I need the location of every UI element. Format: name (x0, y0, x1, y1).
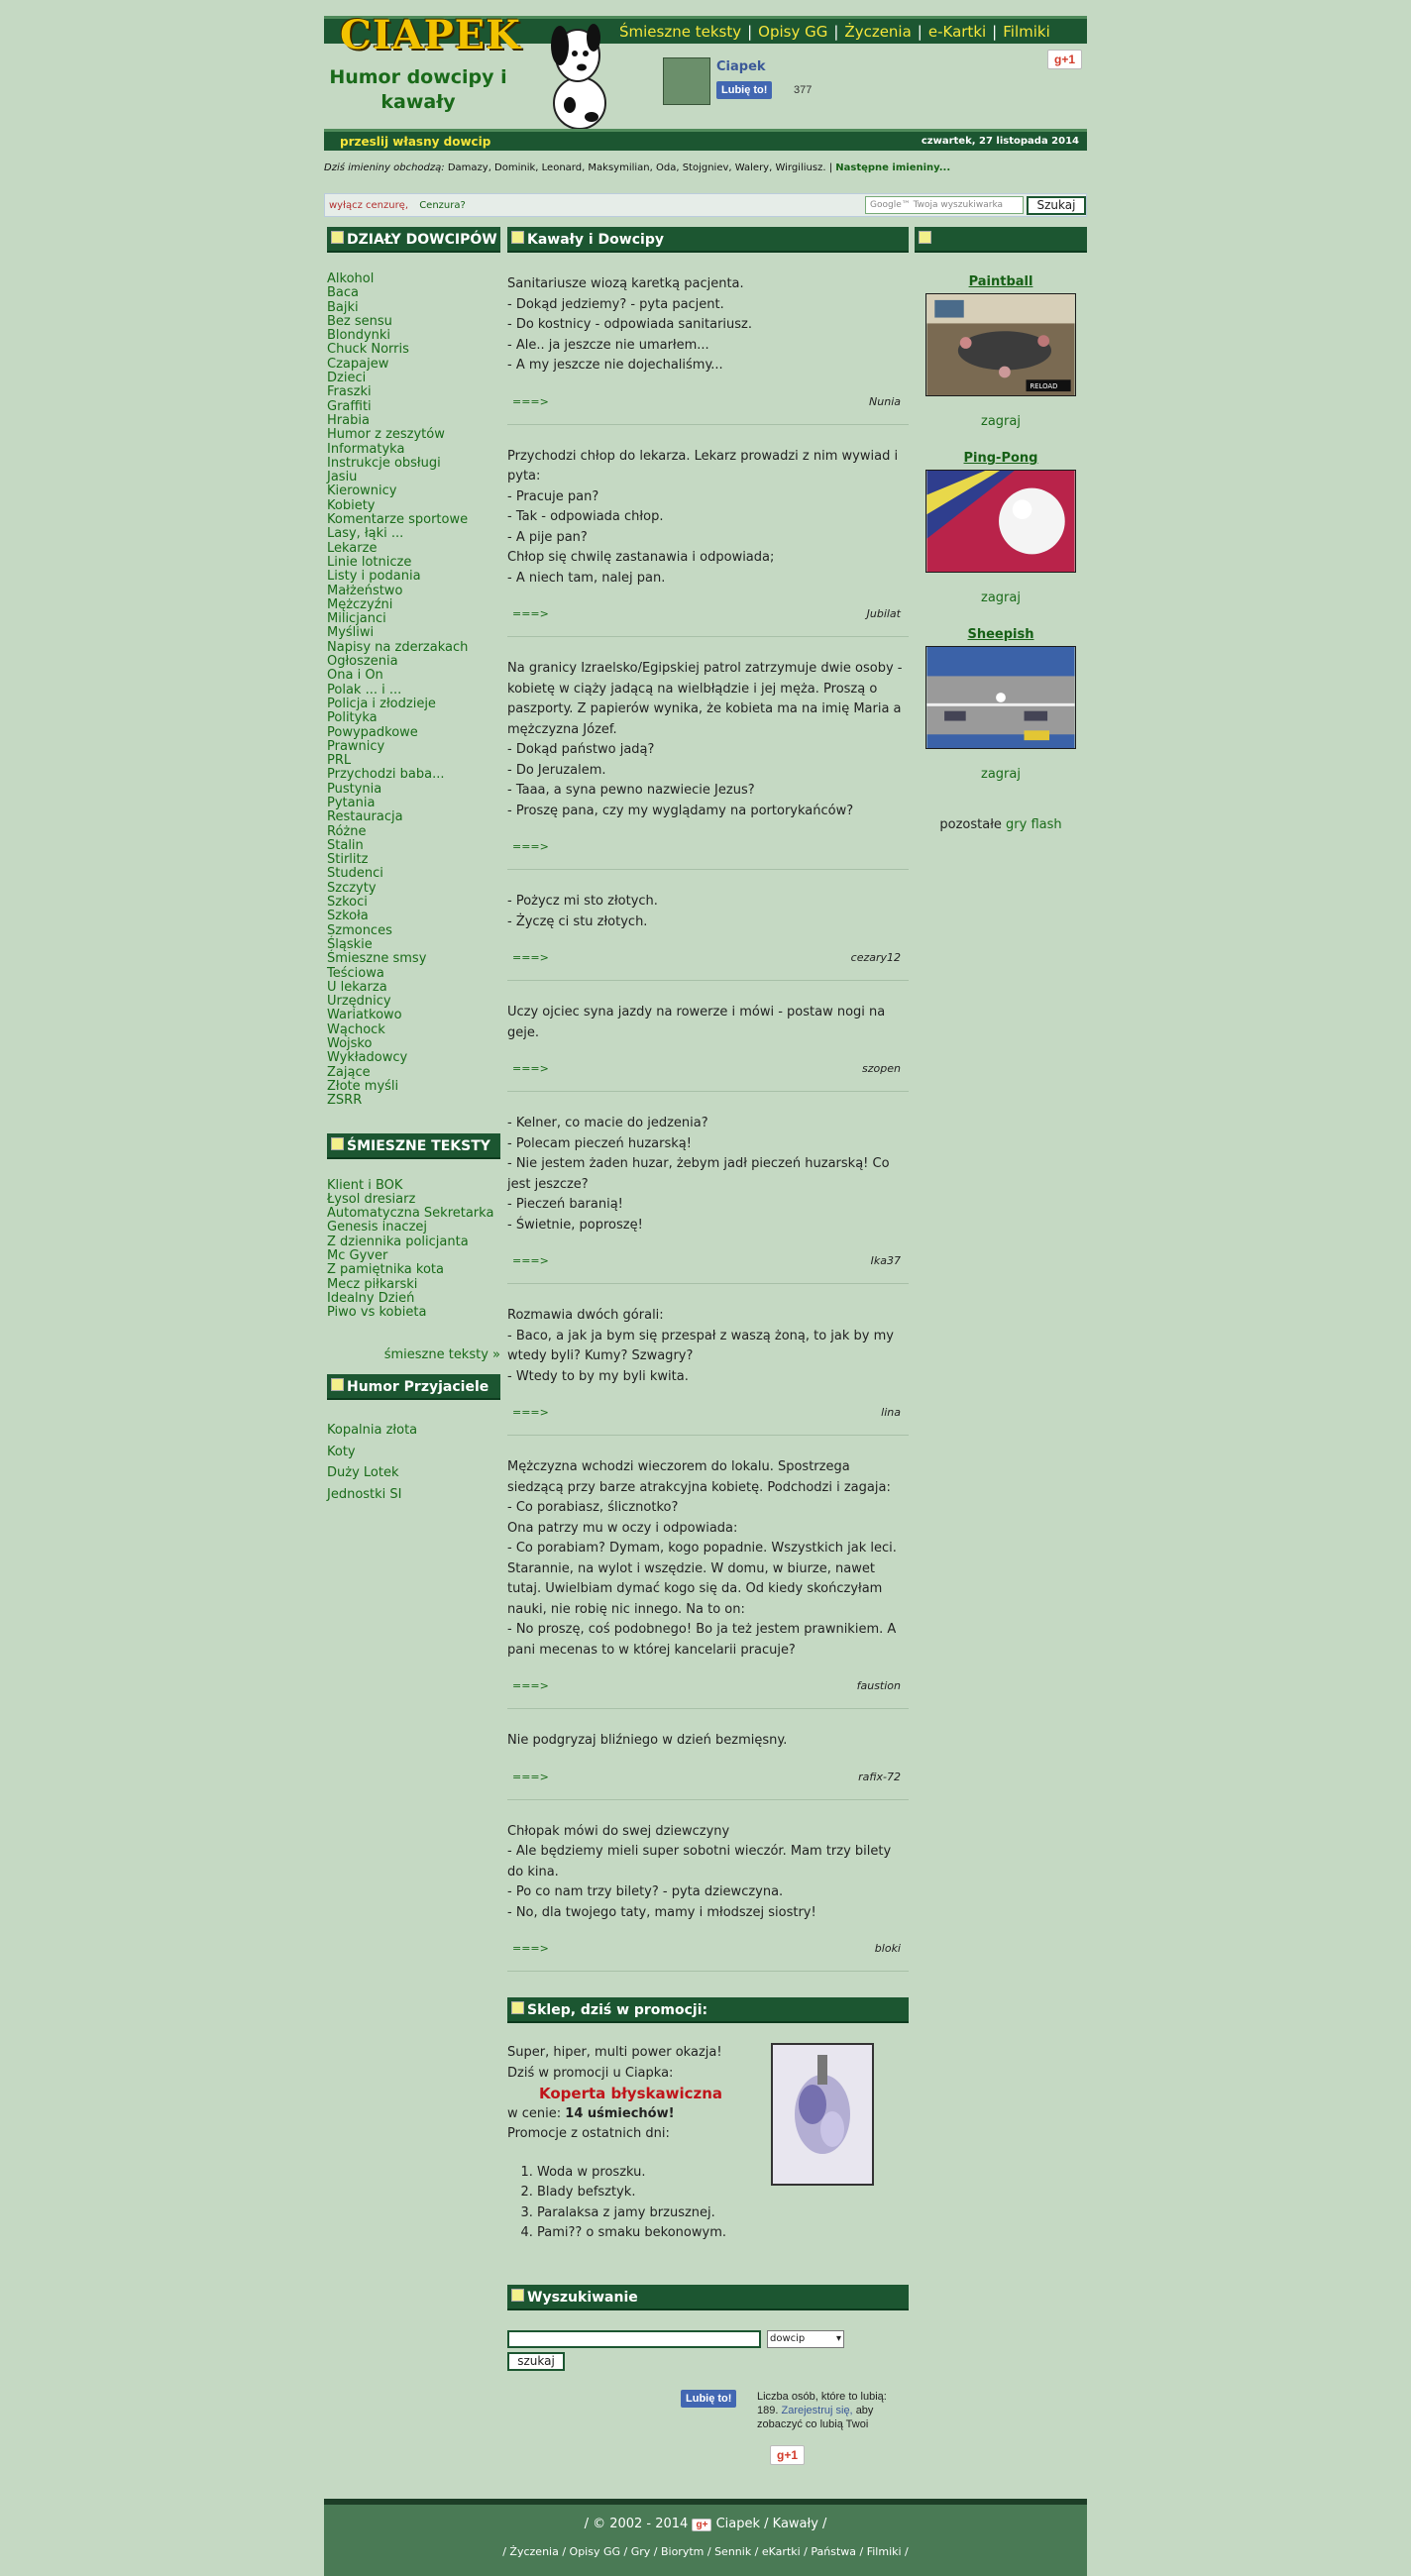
joke-line: Sanitariusze wiozą karetką pacjenta. (507, 276, 744, 291)
category-link[interactable]: Hrabia (327, 412, 370, 428)
category-link[interactable]: U lekarza (327, 979, 387, 995)
friend-link[interactable]: Duży Lotek (327, 1465, 399, 1481)
google-search-input[interactable]: Google™ Twoja wyszukiwarka (865, 196, 1024, 214)
joke-line: Rozmawia dwóch górali: (507, 1308, 664, 1323)
shop-section (507, 1997, 909, 2261)
friends-header: Humor Przyjaciele (327, 1374, 500, 1400)
shop-body (507, 2043, 909, 2261)
name-days-sep: | (828, 162, 833, 173)
game-ping-pong (915, 451, 1087, 605)
joke-line: - Polecam pieczeń huzarską! (507, 1135, 692, 1151)
category-link[interactable]: Stirlitz (327, 852, 369, 868)
search-section (507, 2285, 909, 2378)
site-tagline: Humor dowcipy i kawały (329, 66, 507, 113)
site-logo[interactable]: CIAPEK (340, 12, 521, 58)
category-link[interactable]: Polityka (327, 710, 378, 726)
joke-more-link[interactable]: ===> (512, 1406, 549, 1419)
header-subbar (324, 129, 1087, 151)
category-link[interactable]: Policja i złodzieje (327, 696, 436, 711)
category-link[interactable]: Studenci (327, 866, 383, 882)
joke-line: - A my jeszcze nie dojechaliśmy... (507, 358, 723, 373)
funny-text-link[interactable]: Klient i BOK (327, 1177, 403, 1193)
joke-line: - Pieczeń baranią! (507, 1197, 623, 1212)
joke-footer (507, 948, 909, 968)
category-link[interactable]: Szczyty (327, 880, 377, 896)
footer (324, 2499, 1087, 2576)
joke-more-link[interactable]: ===> (512, 1062, 549, 1075)
category-link[interactable]: Różne (327, 823, 367, 839)
category-link[interactable]: Polak ... i ... (327, 682, 402, 698)
joke-line: Przychodzi chłop do lekarza. Lekarz prowadzi z nim wywiad i pyta: (507, 448, 899, 483)
header (324, 12, 1087, 151)
search-button[interactable]: szukaj (507, 2352, 565, 2371)
category-link[interactable]: Graffiti (327, 398, 372, 414)
joke-line: Nie podgryzaj bliźniego w dzień bezmięsny. (507, 1733, 788, 1748)
category-link[interactable]: Małżeństwo (327, 583, 403, 598)
fb-like-button[interactable]: Lubię to! (716, 81, 772, 99)
shop-recent-item: 4. Pami?? o smaku bekonowym. (537, 2223, 909, 2244)
category-link[interactable]: Śmieszne smsy (327, 951, 427, 967)
next-name-days-link[interactable]: Następne imieniny... (835, 162, 951, 173)
joke-more-link[interactable]: ===> (512, 1942, 549, 1955)
category-link[interactable]: Urzędnicy (327, 994, 391, 1010)
shop-recent-item: 1. Woda w proszku. (537, 2163, 909, 2184)
category-link[interactable]: Ona i On (327, 668, 383, 684)
product-photo-icon (773, 2045, 872, 2184)
nav-filmiki[interactable]: Filmiki (1003, 23, 1050, 41)
category-link[interactable]: PRL (327, 753, 352, 769)
nav-zyczenia[interactable]: Życzenia (844, 23, 912, 41)
category-link[interactable]: Informatyka (327, 441, 405, 457)
shop-line1: Super, hiper, multi power okazja! (507, 2045, 722, 2060)
shop-recent-label: Promocje z ostatnich dni: (507, 2126, 670, 2141)
categories-list (327, 272, 500, 1109)
google-search-button[interactable]: Szukaj (1027, 196, 1086, 215)
category-link[interactable]: Dzieci (327, 371, 367, 386)
category-link[interactable]: Stalin (327, 837, 364, 853)
joke-line: - Świetnie, poproszę! (507, 1217, 643, 1233)
joke-author[interactable]: bloki (874, 1942, 901, 1955)
games-header (915, 227, 1087, 253)
joke-footer (507, 1676, 909, 1696)
joke-footer (507, 837, 909, 857)
joke-footer (507, 604, 909, 624)
funny-texts-header: ŚMIESZNE TEKSTY (327, 1133, 500, 1159)
category-link[interactable]: Jasiu (327, 470, 358, 485)
search-form (507, 2330, 909, 2378)
joke-line: Na granicy Izraelsko/Egipskiej patrol zatrzymuje dwie osoby - kobietę w ciąży jadącą na wielbłądzie i jej męża. Proszą o paszporty. Z papierów wynika, że kobieta ma na imię Maria a mężczyzna Józef. (507, 661, 903, 737)
joke-line: - A niech tam, nalej pan. (507, 570, 666, 586)
joke-footer (507, 392, 909, 412)
category-link[interactable]: Linie lotnicze (327, 554, 412, 570)
category-link[interactable]: Śląskie (327, 936, 373, 952)
ping-pong-thumbnail[interactable] (925, 470, 1076, 573)
category-link[interactable]: Lekarze (327, 540, 378, 556)
other-games-prefix: pozostałe (939, 817, 1002, 832)
joke-author[interactable]: lina (881, 1406, 901, 1419)
jokes-header: Kawały i Dowcipy (507, 227, 909, 253)
category-link[interactable]: Myśliwi (327, 625, 375, 641)
left-column (327, 227, 500, 1505)
funny-text-link[interactable]: Genesis inaczej (327, 1220, 427, 1235)
censor-off-link[interactable]: wyłącz cenzurę, (329, 200, 409, 211)
category-link[interactable]: Komentarze sportowe (327, 512, 469, 528)
funny-text-link[interactable]: Z pamiętnika kota (327, 1262, 444, 1278)
page (324, 12, 1087, 2462)
search-header: Wyszukiwanie (507, 2285, 909, 2310)
shop-line2: Dziś w promocji u Ciapka: (507, 2065, 674, 2081)
category-link[interactable]: Listy i podania (327, 569, 421, 585)
category-link[interactable]: Wąchock (327, 1021, 385, 1037)
funny-text-link[interactable]: Idealny Dzień (327, 1290, 415, 1306)
joke-item (507, 1092, 909, 1284)
joke-author[interactable]: szopen (862, 1062, 901, 1075)
joke-line: - Baco, a jak ja bym się przespał z waszą żoną, to jak by my wtedy byli? Kumy? Szwagry? (507, 1328, 894, 1363)
footer-site-link[interactable]: Ciapek / Kawały / (715, 2517, 827, 2531)
joke-item (507, 253, 909, 425)
friends-list (327, 1420, 500, 1505)
funny-text-link[interactable]: Automatyczna Sekretarka (327, 1206, 494, 1222)
game-title-paintball[interactable]: Paintball (968, 274, 1033, 289)
joke-line: - Tak - odpowiada chłop. (507, 509, 664, 524)
joke-author[interactable]: rafix-72 (858, 1770, 901, 1783)
joke-footer (507, 1251, 909, 1271)
joke-line: - Ale będziemy mieli super sobotni wieczór. Mam trzy bilety do kina. (507, 1844, 892, 1879)
joke-line: Chłopak mówi do swej dziewczyny (507, 1823, 730, 1839)
jokes-list (507, 253, 909, 1972)
funny-texts-list (327, 1179, 500, 1321)
chevron-down-icon: ▾ (835, 2333, 841, 2344)
joke-footer (507, 1059, 909, 1079)
shop-recent-item: 2. Blady befsztyk. (537, 2183, 909, 2203)
shop-recent-item: 3. Paralaksa z jamy brzusznej. (537, 2203, 909, 2224)
profile-avatar[interactable] (663, 57, 710, 105)
name-days-label: Dziś imieniny obchodzą: (324, 162, 445, 173)
game-title-sheepish[interactable]: Sheepish (967, 627, 1034, 642)
censor-controls (329, 200, 466, 211)
nav-smieszne-teksty[interactable]: Śmieszne teksty (619, 23, 742, 41)
friend-link[interactable]: Kopalnia złota (327, 1423, 418, 1439)
joke-more-link[interactable]: ===> (512, 951, 549, 964)
category-link[interactable]: Bez sensu (327, 313, 392, 329)
funny-text-link[interactable]: Mc Gyver (327, 1248, 388, 1263)
joke-line: - Proszę pana, czy my wyglądamy na portorykańców? (507, 803, 854, 818)
joke-item (507, 1800, 909, 1973)
joke-author[interactable]: Jubilat (866, 607, 901, 620)
joke-line: - Pożycz mi sto złotych. (507, 894, 658, 909)
joke-line: - Po co nam trzy bilety? - pyta dziewczyna. (507, 1884, 784, 1899)
shop-price-prefix: w cenie: (507, 2105, 562, 2121)
dog-mascot-icon (530, 16, 629, 133)
category-link[interactable]: Ogłoszenia (327, 654, 398, 670)
fb-likes-count-text: Liczba osób, które to lubią: 189. (757, 2391, 887, 2416)
nav-e-kartki[interactable]: e-Kartki (927, 23, 987, 41)
joke-line: - Nie jestem żaden huzar, żebym jadł pieczeń huzarską! Co jest jeszcze? (507, 1156, 890, 1192)
joke-more-link[interactable]: ===> (512, 1679, 549, 1692)
joke-item (507, 637, 909, 870)
shop-price-value: 14 uśmiechów! (565, 2105, 675, 2121)
joke-more-link[interactable]: ===> (512, 840, 549, 853)
nav-opisy-gg[interactable]: Opisy GG (758, 23, 828, 41)
joke-line: - Dokąd jedziemy? - pyta pacjent. (507, 296, 724, 312)
search-type-select[interactable] (767, 2330, 844, 2348)
category-link[interactable]: Zające (327, 1064, 371, 1080)
category-link[interactable]: Szkoci (327, 895, 368, 911)
category-link[interactable]: Przychodzi baba... (327, 767, 445, 783)
joke-line: - A pije pan? (507, 529, 588, 545)
play-ping-pong-link[interactable]: zagraj (981, 590, 1021, 605)
joke-footer (507, 1939, 909, 1959)
name-days (324, 162, 1087, 173)
joke-footer (507, 1768, 909, 1787)
category-link[interactable]: ZSRR (327, 1093, 363, 1109)
category-link[interactable]: Pytania (327, 795, 376, 810)
joke-more-link[interactable]: ===> (512, 394, 549, 408)
joke-line: Uczy ojciec syna jazdy na rowerze i mówi - postaw nogi na geje. (507, 1005, 886, 1040)
sheepish-thumbnail[interactable] (925, 646, 1076, 749)
joke-line: - Co porabiam? Dymam, kogo popadnie. Wszystkich jak leci. Starannie, na wylot i wszędzie. W domu, w biurze, nawet tutaj. Uwielbiam dymać kogo się da. Od kiedy skończyłam nauki, nie robię nic innego. Na to on: (507, 1541, 897, 1617)
joke-line: - Kelner, co macie do jedzenia? (507, 1116, 708, 1130)
play-sheepish-link[interactable]: zagraj (981, 767, 1021, 782)
joke-author[interactable]: Ika37 (870, 1254, 901, 1267)
funny-text-link[interactable]: Z dziennika policjanta (327, 1234, 469, 1249)
joke-author[interactable]: cezary12 (850, 951, 901, 964)
category-link[interactable]: Powypadkowe (327, 724, 418, 740)
joke-more-link[interactable]: ===> (512, 607, 549, 620)
main-column (507, 227, 909, 2461)
category-link[interactable]: Instrukcje obsługi (327, 455, 441, 471)
category-link[interactable]: Wojsko (327, 1036, 373, 1052)
joke-author[interactable]: Nunia (869, 394, 901, 408)
search-input[interactable] (507, 2330, 761, 2348)
joke-item (507, 1284, 909, 1436)
joke-item (507, 1709, 909, 1800)
category-link[interactable]: Napisy na zderzakach (327, 639, 469, 655)
search-bar (324, 193, 1087, 217)
name-days-list: Damazy, Dominik, Leonard, Maksymilian, Oda, Stojgniev, Walery, Wirgiliusz. (447, 162, 826, 173)
fb-register-link[interactable]: Zarejestruj się, (781, 2405, 853, 2416)
joke-author[interactable]: faustion (856, 1679, 901, 1692)
fb-like-count: 377 (794, 84, 813, 96)
funny-texts-more-link[interactable]: śmieszne teksty » (383, 1347, 500, 1363)
category-link[interactable]: Baca (327, 285, 359, 301)
footer-links[interactable]: / Życzenia / Opisy GG / Gry / Biorytm / Sennik / eKartki / Państwa / Filmiki / (502, 2545, 909, 2558)
category-link[interactable]: Prawnicy (327, 738, 385, 754)
fb-like-button-bottom[interactable]: Lubię to! (681, 2390, 736, 2408)
category-link[interactable]: Złote myśli (327, 1078, 399, 1094)
search-type-value: dowcip (770, 2333, 806, 2344)
top-nav: Śmieszne teksty | Opisy GG | Życzenia | e-Kartki | Filmiki (619, 23, 1050, 41)
fb-widget-text (757, 2390, 906, 2431)
category-link[interactable]: Milicjanci (327, 611, 386, 627)
category-link[interactable]: Chuck Norris (327, 342, 409, 358)
joke-item (507, 1436, 909, 1709)
joke-item (507, 870, 909, 981)
gplus-button[interactable]: g+1 (1047, 50, 1082, 69)
current-date: czwartek, 27 listopada 2014 (921, 136, 1079, 147)
joke-line: - Dokąd państwo jadą? (507, 742, 655, 757)
category-link[interactable]: Kierownicy (327, 483, 397, 499)
submit-joke-link[interactable]: przeslij własny dowcip (340, 135, 491, 149)
category-link[interactable]: Fraszki (327, 384, 372, 400)
joke-line: - No proszę, coś podobnego! Bo ja też jestem prawnikiem. A pani mecenas to w której kancelarii pracuje? (507, 1622, 897, 1658)
category-link[interactable]: Szmonces (327, 922, 392, 938)
right-column (915, 227, 1087, 832)
profile-name[interactable]: Ciapek (716, 59, 766, 74)
friend-link[interactable]: Jednostki SI (327, 1486, 402, 1502)
category-link[interactable]: Czapajew (327, 356, 389, 372)
joke-line: - Do Jeruzalem. (507, 762, 606, 778)
category-link[interactable]: Kobiety (327, 497, 376, 513)
category-link[interactable]: Restauracja (327, 809, 403, 825)
joke-line: Ona patrzy mu w oczy i odpowiada: (507, 1520, 738, 1536)
joke-line: - Wtedy to by my byli kwita. (507, 1368, 689, 1384)
category-link[interactable]: Pustynia (327, 781, 382, 797)
funny-text-link[interactable]: Łysol dresiarz (327, 1191, 416, 1207)
category-link[interactable]: Mężczyźni (327, 596, 393, 612)
category-link[interactable]: Bajki (327, 299, 359, 315)
game-paintball (915, 274, 1087, 429)
friend-link[interactable]: Koty (327, 1444, 356, 1459)
svg-text:RELOAD: RELOAD (1030, 382, 1058, 391)
category-link[interactable]: Wariatkowo (327, 1008, 402, 1023)
joke-line: Mężczyzna wchodzi wieczorem do lokalu. Spostrzega siedzącą przy barze atrakcyjna kobietę. Podchodzi i zagaja: (507, 1459, 891, 1495)
joke-line: - Pracuje pan? (507, 488, 599, 504)
shop-header: Sklep, dziś w promocji: (507, 1997, 909, 2023)
joke-more-link[interactable]: ===> (512, 1254, 549, 1267)
paintball-thumbnail[interactable] (925, 293, 1076, 396)
funny-text-link[interactable]: Mecz piłkarski (327, 1276, 418, 1292)
joke-item (507, 981, 909, 1092)
joke-line: - Do kostnicy - odpowiada sanitariusz. (507, 317, 753, 332)
shop-product-link[interactable]: Koperta błyskawiczna (539, 2085, 723, 2102)
fb-widget (507, 2390, 909, 2461)
joke-footer (507, 1403, 909, 1423)
gplus-footer-icon: g+ (692, 2519, 711, 2531)
categories-header: DZIAŁY DOWCIPÓW (327, 227, 500, 253)
category-link[interactable]: Humor z zeszytów (327, 427, 445, 443)
joke-line: - Życzę ci stu złotych. (507, 913, 648, 929)
game-title-ping-pong[interactable]: Ping-Pong (963, 451, 1038, 466)
joke-line: - Taaa, a syna pewno nazwiecie Jezus? (507, 783, 755, 798)
censor-link[interactable]: Cenzura? (419, 200, 466, 211)
funny-text-link[interactable]: Piwo vs kobieta (327, 1305, 427, 1321)
shop-product-image[interactable] (771, 2043, 874, 2186)
category-link[interactable]: Lasy, łąki ... (327, 526, 404, 542)
footer-copyright (324, 2517, 1087, 2531)
joke-item (507, 425, 909, 638)
other-games (915, 817, 1087, 832)
joke-line: - Co porabiasz, ślicznotko? (507, 1500, 679, 1515)
category-link[interactable]: Teściowa (327, 965, 384, 981)
joke-more-link[interactable]: ===> (512, 1770, 549, 1783)
gplus-button-bottom[interactable]: g+1 (770, 2445, 805, 2465)
play-paintball-link[interactable]: zagraj (981, 414, 1021, 429)
fb-friends-text: aby zobaczyć co lubią Twoi (757, 2405, 874, 2430)
footer-copy-text: / © 2002 - 2014 (584, 2517, 689, 2531)
category-link[interactable]: Blondynki (327, 328, 391, 344)
flash-games-link[interactable]: gry flash (1006, 817, 1062, 832)
category-link[interactable]: Wykładowcy (327, 1050, 408, 1066)
game-sheepish (915, 627, 1087, 782)
category-link[interactable]: Szkoła (327, 909, 369, 924)
category-link[interactable]: Alkohol (327, 271, 375, 286)
joke-line: - Ale.. ja jeszcze nie umarłem... (507, 337, 709, 353)
joke-line: Chłop się chwilę zastanawia i odpowiada; (507, 550, 775, 565)
joke-line: - No, dla twojego taty, mamy i młodszej siostry! (507, 1904, 816, 1920)
